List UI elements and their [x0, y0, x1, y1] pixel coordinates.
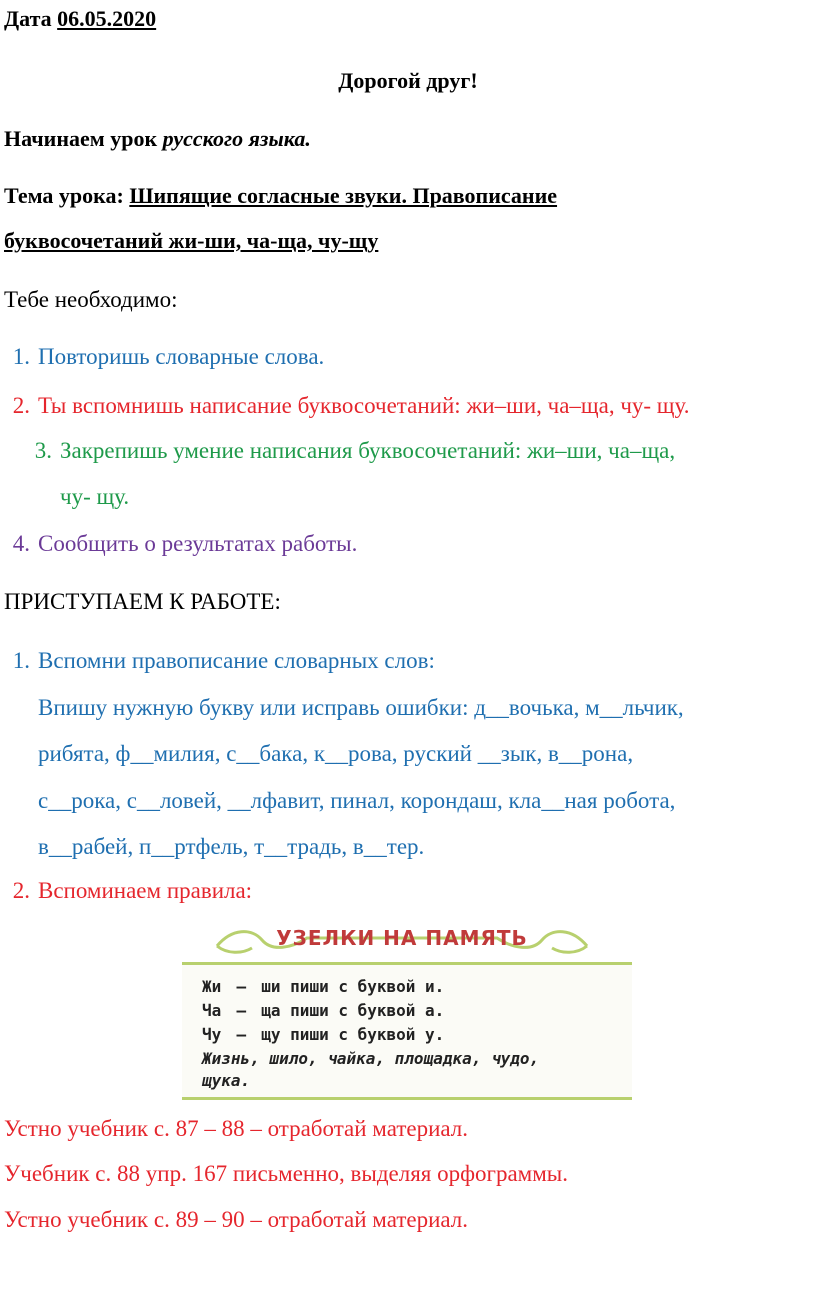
memo-dash: — [236, 1025, 247, 1044]
date-line [4, 6, 156, 32]
topic-text-2: буквосочетаний жи-ши, ча-ща, чу-щу [4, 228, 379, 253]
assignment-line: Устно учебник с. 89 – 90 – отработай материал. [4, 1207, 469, 1232]
assignment-line: Устно учебник с. 87 – 88 – отработай материал. [4, 1116, 469, 1141]
greeting: Дорогой друг! [338, 68, 478, 93]
task-number: 1. [12, 648, 30, 673]
memo-dash: — [236, 1001, 247, 1020]
task-title: Вспомни правописание словарных слов: [38, 648, 435, 673]
goal-number: 1. [12, 344, 30, 369]
memo-banner [212, 918, 592, 962]
memo-rule [202, 1025, 444, 1044]
goal-item-3-cont: чу- щу. [60, 484, 130, 509]
lesson-intro [4, 126, 311, 152]
goal-item-3 [22, 438, 675, 464]
task-1-line: в__рабей, п__ртфель, т__традь, в__тер. [38, 834, 425, 859]
memo-dash: — [236, 977, 247, 996]
task-2-title [0, 878, 252, 904]
memo-syllable: ща [261, 1001, 281, 1020]
date-label: Дата [4, 6, 52, 31]
goal-text: Повторишь словарные слова. [38, 344, 325, 369]
goal-text: Ты вспомнишь написание буквосочетаний: жи–ши, ча–ща, чу- щу. [38, 393, 690, 418]
memo-rule-text: пиши с буквой [290, 977, 416, 996]
goal-number: 2. [12, 393, 30, 418]
goal-number: 4. [12, 531, 30, 556]
memo-body [182, 962, 632, 1100]
memo-rule-text: пиши с буквой [290, 1001, 416, 1020]
memo-syllable: щу [261, 1025, 281, 1044]
memo-letter: и. [425, 977, 445, 996]
task-1-line: с__рока, с__ловей, __лфавит, пинал, корондаш, кла__ная робота, [38, 788, 676, 813]
assignment-line: Учебник с. 88 упр. 167 письменно, выделяя орфограммы. [4, 1161, 568, 1186]
memo-syllable: Ча [202, 1001, 222, 1020]
goal-text: Сообщить о результатах работы. [38, 531, 358, 556]
memo-rule [202, 977, 444, 996]
task-1-line: рибята, ф__милия, с__бака, к__рова, руский __зык, в__рона, [38, 741, 634, 766]
memo-syllable: Жи [202, 977, 222, 996]
topic-text-1: Шипящие согласные звуки. Правописание [129, 183, 558, 208]
memo-letter: у. [425, 1025, 445, 1044]
memo-syllable: ши [261, 977, 281, 996]
goal-item-2 [0, 393, 689, 419]
date-value: 06.05.2020 [57, 6, 157, 31]
goal-number: 3. [34, 438, 52, 463]
topic-line-1 [4, 183, 557, 209]
memo-rule-text: пиши с буквой [290, 1025, 416, 1044]
lesson-subject: русского языка. [162, 126, 311, 151]
memo-syllable: Чу [202, 1025, 222, 1044]
memo-title: УЗЕЛКИ НА ПАМЯТЬ [276, 926, 528, 950]
goal-item-4 [0, 531, 357, 557]
goal-text: Закрепишь умение написания буквосочетаний: жи–ши, ча–ща, [60, 438, 676, 463]
memo-box [182, 918, 632, 1098]
goals-intro: Тебе необходимо: [4, 287, 178, 312]
lesson-start: Начинаем урок [4, 126, 158, 151]
work-heading: ПРИСТУПАЕМ К РАБОТЕ: [4, 589, 281, 614]
topic-label: Тема урока: [4, 183, 124, 208]
task-1-title [0, 648, 435, 674]
memo-rule [202, 1001, 444, 1020]
memo-examples: Жизнь, шило, чайка, площадка, чудо, [202, 1049, 540, 1068]
task-1-line: Впишу нужную букву или исправь ошибки: д__вочька, м__льчик, [38, 695, 684, 720]
memo-letter: а. [425, 1001, 445, 1020]
memo-examples-cont: щука. [202, 1071, 251, 1090]
task-title: Вспоминаем правила: [38, 878, 253, 903]
task-number: 2. [12, 878, 30, 903]
goal-item-1 [0, 344, 324, 370]
